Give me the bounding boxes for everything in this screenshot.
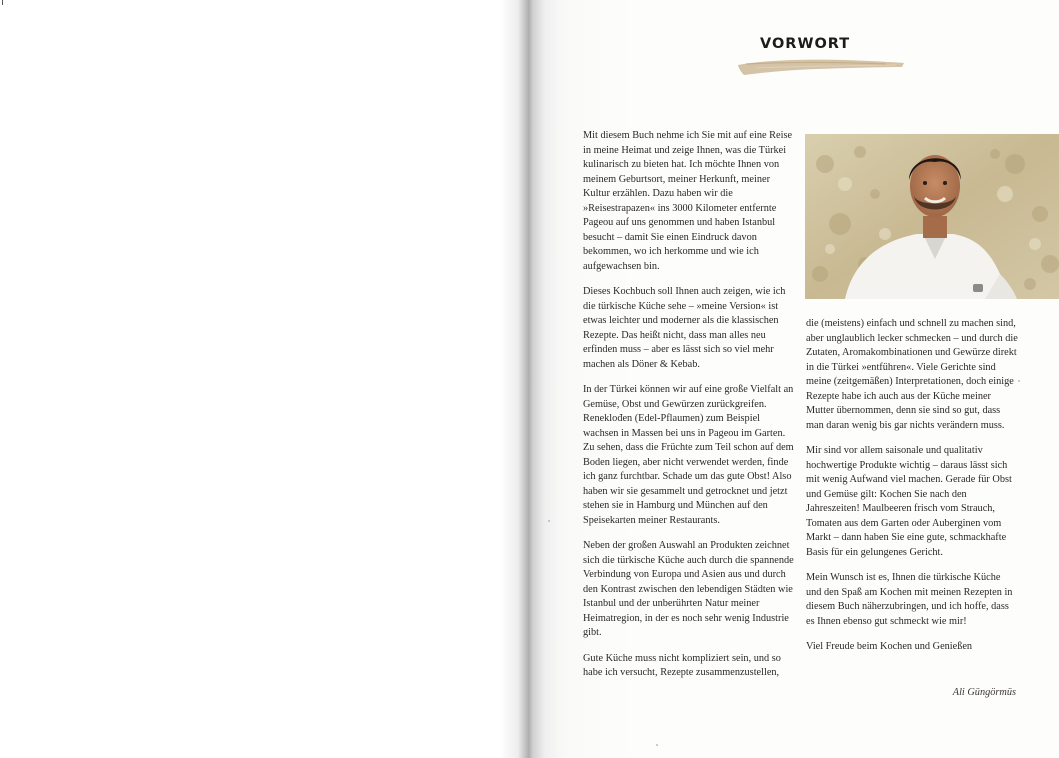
portrait-photo-icon	[805, 134, 1059, 299]
author-signature: Ali Güngörmüs	[952, 687, 1016, 698]
paper-speck	[656, 744, 658, 746]
paragraph: Mit diesem Buch nehme ich Sie mit auf eine Reise in meine Heimat und zeige Ihnen, was die Türkei kulinarisch zu bieten hat. Ich möchte Ihnen von meinem Geburtsort, meiner Herkunft, meiner Kultur erzählen. Dazu haben wir die »Reisestrapazen« ins 3000 Kilometer entfernte Pageou auf uns genommen und haben Istanbul besucht – damit Sie einen Eindruck davon bekommen, wo ich herkomme und wie ich aufgewachsen bin.	[583, 130, 793, 272]
paragraph: die (meistens) einfach und schnell zu machen sind, aber unglaublich lecker schmecken – und durch die Zutaten, Aromakombinationen und Gewürze direkt in die Türkei »entführen«. Viele Gerichte sind meine (zeitgemäßen) Interpretationen, doch einige Rezepte habe ich auch aus der Küche meiner Mutter übernommen, denn sie sind so gut, dass man daran wenig bis gar nichts verändern muss.	[806, 318, 1018, 431]
paragraph: Dieses Kochbuch soll Ihnen auch zeigen, wie ich die türkische Küche sehe – »meine Version« ist etwas leichter und moderner als die klassischen Rezepte. Das heißt nicht, dass man alles neu erfinden muss – aber es lässt sich so viel mehr machen als Döner & Kebab.	[583, 286, 786, 370]
left-blank-page	[0, 0, 520, 758]
book-gutter-shadow	[500, 0, 560, 758]
portrait-photo	[805, 134, 1059, 299]
paper-speck	[548, 520, 550, 522]
corner-mark	[2, 0, 3, 5]
paragraph: Mir sind vor allem saisonale und qualitativ hochwertige Produkte wichtig – daraus lässt sich mit wenig Aufwand viel machen. Gerade für Obst und Gemüse gilt: Kochen Sie nach den Jahreszeiten! Maulbeeren frisch vom Strauch, Tomaten aus dem Garten oder Auberginen vom Markt – dann haben Sie eine gute, schmackhafte Basis für ein gelungenes Gericht.	[806, 445, 1012, 558]
paragraph: Viel Freude beim Kochen und Genießen	[806, 641, 973, 652]
page-heading: VORWORT	[760, 36, 851, 52]
text-column-left	[583, 129, 795, 692]
brush-stroke-decoration	[736, 56, 906, 76]
paragraph: Gute Küche muss nicht kompliziert sein, und so habe ich versucht, Rezepte zusammenzustellen,	[583, 652, 781, 678]
paragraph: Mein Wunsch ist es, Ihnen die türkische Küche und den Spaß am Kochen mit meinen Rezepten in diesem Buch näherzubringen, und ich hoffe, dass es Ihnen ebenso gut schmeckt wie mir!	[806, 572, 1013, 627]
paper-speck	[1018, 380, 1020, 382]
text-column-right	[806, 317, 1018, 666]
paragraph: In der Türkei können wir auf eine große Vielfalt an Gemüse, Obst und Gewürzen zurückgreifen. Reneklođen (Edel-Pflaumen) zum Beispiel wachsen in Massen bei uns in Pageou im Garten. Zu sehen, dass die Früchte zum Teil schon auf dem Boden liegen, aber nicht verwendet werden, finde ich ganz furchtbar. Schade um das gute Obst! Also haben wir sie gesammelt und getrocknet und jetzt stehen sie in Hamburg und München auf den Speisekarten meiner Restaurants.	[583, 384, 794, 526]
paragraph: Neben der großen Auswahl an Produkten zeichnet sich die türkische Küche auch durch die spannende Verbindung von Europa und Asien aus und durch den Kontrast zwischen den lebendigen Städten wie Istanbul und der unberührten Natur meiner Heimatregion, in der es noch sehr wenig Industrie gibt.	[583, 540, 794, 638]
